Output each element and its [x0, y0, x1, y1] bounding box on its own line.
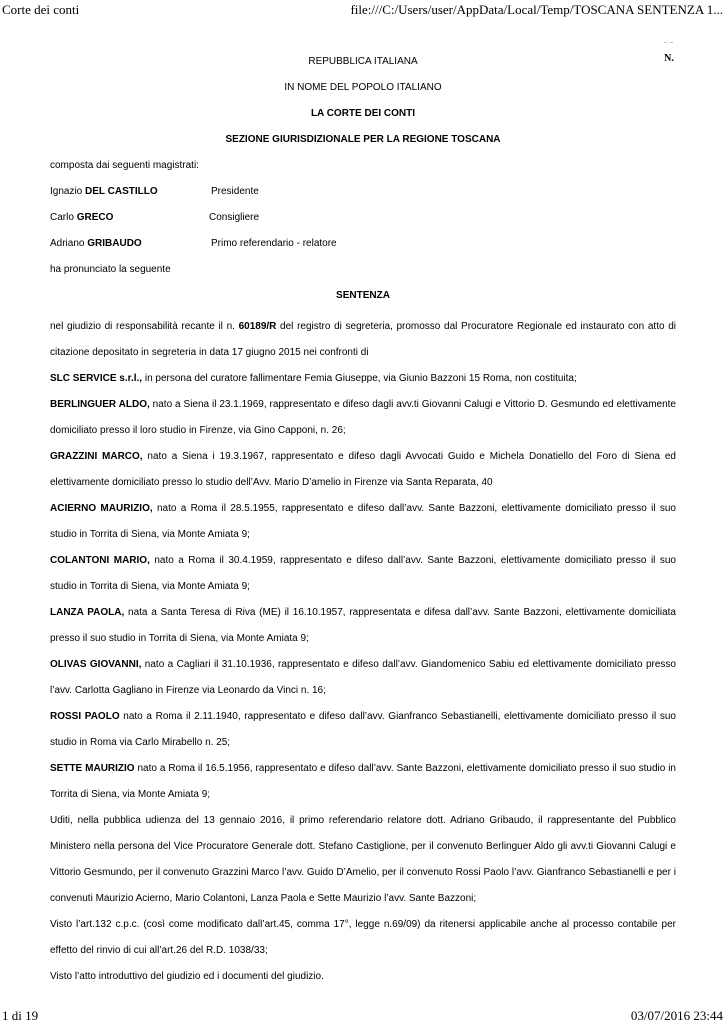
party-paragraph — [50, 704, 676, 756]
party-details: nato a Roma il 28.5.1955, rappresentato e difeso dall’avv. Sante Bazzoni, elettivamente domiciliato presso il suo studio in Torrita di Siena, via Monte Amiata 9; — [50, 503, 676, 540]
party-name: LANZA PAOLA, — [50, 607, 125, 618]
magistrate-role: Primo referendario - relatore — [211, 238, 337, 249]
paragraph-giudizio — [50, 314, 676, 366]
paragraph-visto-art132: Visto l’art.132 c.p.c. (così come modificato dall’art.45, comma 17°, legge n.69/09) da ritenersi applicabile anche al processo contabile per effetto del rinvio di cui all’art.26 del R.D. 1038/33; — [50, 919, 676, 956]
giudizio-post: del registro di segreteria, promosso dal Procuratore Regionale ed instaurato con atto di citazione depositato in segreteria in data 17 giugno 2015 nei confronti di — [50, 321, 676, 358]
magistrate-row — [50, 210, 676, 236]
giudizio-pre: nel giudizio di responsabilità recante il n. — [50, 321, 239, 332]
registry-number: 60189/R — [238, 321, 277, 332]
heading-section: SEZIONE GIURISDIZIONALE PER LA REGIONE TOSCANA — [225, 134, 501, 145]
magistrate-role: Presidente — [211, 186, 259, 197]
magistrate-first-name: Carlo — [50, 212, 77, 223]
party-name: ACIERNO MAURIZIO, — [50, 503, 153, 514]
party-name: ROSSI PAOLO — [50, 711, 120, 722]
party-name: BERLINGUER ALDO, — [50, 399, 150, 410]
party-name: SLC SERVICE s.r.l., — [50, 373, 143, 384]
party-details: nato a Roma il 30.4.1959, rappresentato e difeso dall’avv. Sante Bazzoni, elettivamente domiciliato presso il suo studio in Torrita di Siena, via Monte Amiata 9; — [50, 555, 676, 592]
magistrate-row — [50, 184, 676, 210]
magistrate-last-name: GRECO — [76, 212, 114, 223]
party-paragraph — [50, 652, 676, 704]
document-body — [50, 54, 676, 990]
intro-text: composta dai seguenti magistrati: — [50, 160, 199, 171]
magistrate-first-name: Adriano — [50, 238, 88, 249]
print-footer-datetime: 03/07/2016 23:44 — [630, 1008, 723, 1023]
party-paragraph — [50, 496, 676, 548]
heading-court: LA CORTE DEI CONTI — [310, 108, 416, 119]
party-name: SETTE MAURIZIO — [50, 763, 135, 774]
party-name: COLANTONI MARIO, — [50, 555, 150, 566]
pronounced-text: ha pronunciato la seguente — [50, 264, 171, 275]
paragraph-uditi: Uditi, nella pubblica udienza del 13 gennaio 2016, il primo referendario relatore dott. Adriano Gribaudo, il rappresentante del Pubblico Ministero nella persona del Vice Procuratore Generale dott. Stefano Castiglione, per il convenuto Berlinguer Aldo gli avv.ti Giovanni Calugi e Vittorio Gesmundo, per il convenuto Grazzini Marco l’avv. Guido D’Amelio, per il convenuto Rossi Paolo l’avv. Gianfranco Sebastianelli e per i convenuti Maurizio Acierno, Mario Colantoni, Lanza Paola e Sette Maurizio l’avv. Sante Bazzoni; — [50, 815, 676, 904]
sentence-title: SENTENZA — [336, 290, 390, 301]
magistrate-role: Consigliere — [209, 212, 260, 223]
party-paragraph — [50, 392, 676, 444]
party-details: in persona del curatore fallimentare Femia Giuseppe, via Giunio Bazzoni 15 Roma, non costituita; — [142, 373, 577, 384]
party-paragraph — [50, 548, 676, 600]
party-details: nato a Siena i 19.3.1967, rappresentato e difeso dagli Avvocati Guido e Michela Donatiello del Foro di Siena ed elettivamente domiciliato presso lo studio dell’Avv. Mario D’amelio in Firenze via Santa Reparata, 40 — [50, 451, 676, 488]
party-paragraph — [50, 444, 676, 496]
magistrate-last-name: GRIBAUDO — [87, 238, 142, 249]
magistrate-last-name: DEL CASTILLO — [85, 186, 158, 197]
number-label: N. — [664, 53, 674, 64]
magistrate-row — [50, 236, 676, 262]
party-details: nato a Cagliari il 31.10.1936, rappresentato e difeso dall’avv. Giandomenico Sabiu ed elettivamente domiciliato presso l’avv. Carlotta Gagliano in Firenze via Leonardo da Vinci n. 16; — [50, 659, 676, 696]
print-footer-page: 1 di 19 — [2, 1008, 39, 1023]
party-details: nato a Roma il 16.5.1956, rappresentato e difeso dall’avv. Sante Bazzoni, elettivamente domiciliato presso il suo studio in Torrita di Siena, via Monte Amiata 9; — [50, 763, 676, 800]
magistrate-first-name: Ignazio — [50, 186, 86, 197]
heading-republic: REPUBBLICA ITALIANA — [308, 56, 418, 67]
party-name: GRAZZINI MARCO, — [50, 451, 143, 462]
party-paragraph — [50, 600, 676, 652]
heading-people: IN NOME DEL POPOLO ITALIANO — [284, 82, 442, 93]
paragraph-visto-atto: Visto l’atto introduttivo del giudizio ed i documenti del giudizio. — [50, 971, 324, 982]
party-paragraph — [50, 366, 676, 392]
party-details: nata a Santa Teresa di Riva (ME) il 16.10.1957, rappresentata e difesa dall’avv. Sante Bazzoni, elettivamente domiciliata presso il suo studio in Torrita di Siena, via Monte Amiata 9; — [50, 607, 676, 644]
party-details: nato a Roma il 2.11.1940, rappresentato e difeso dall’avv. Gianfranco Sebastianelli, elettivamente domiciliato presso il suo studio in Roma via Carlo Mirabello n. 25; — [50, 711, 676, 748]
marks-dashes: – – — [664, 40, 674, 46]
party-paragraph — [50, 756, 676, 808]
print-header-title: Corte dei conti — [2, 2, 80, 17]
party-name: OLIVAS GIOVANNI, — [50, 659, 142, 670]
party-details: nato a Siena il 23.1.1969, rappresentato e difeso dagli avv.ti Giovanni Calugi e Vittorio D. Gesmundo ed elettivamente domiciliato presso il loro studio in Firenze, via Gino Capponi, n. 26; — [50, 399, 676, 436]
print-header-url: file:///C:/Users/user/AppData/Local/Temp/TOSCANA SENTENZA 1... — [350, 2, 723, 17]
